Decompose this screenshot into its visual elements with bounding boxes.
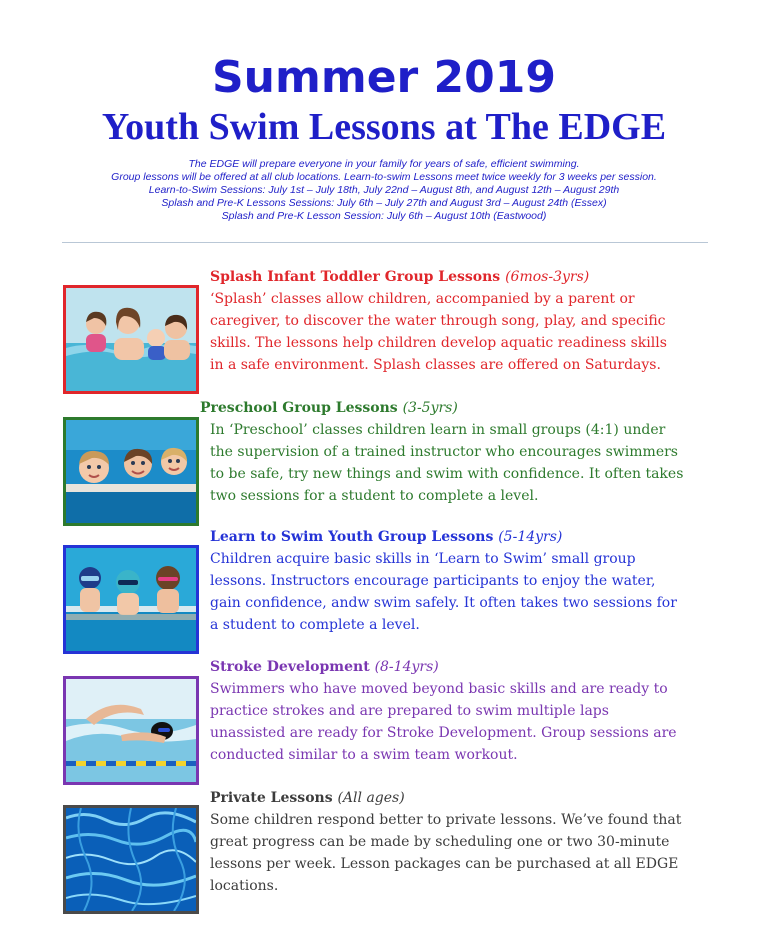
section-body — [210, 288, 667, 376]
age-range: (8-14yrs) — [374, 659, 439, 675]
age-range: (3-5yrs) — [402, 400, 458, 416]
section-heading — [210, 266, 667, 288]
intro-line: Splash and Pre-K Lessons Sessions: July 6th – July 27th and August 3rd – August 24th (Essex) — [161, 197, 607, 209]
preschool-kids-at-pool-edge-photo — [63, 417, 199, 526]
section-splash — [210, 266, 667, 376]
section-heading — [210, 656, 677, 678]
body-line: In ‘Preschool’ classes children learn in small groups (4:1) under — [210, 422, 666, 438]
body-line: lessons. Instructors encourage participants to enjoy the water, — [210, 573, 656, 589]
section-preschool — [200, 397, 683, 507]
intro-line: Group lessons will be offered at all club locations. Learn-to-swim Lessons meet twice weekly for 3 weeks per session. — [111, 171, 657, 183]
section-stroke-development — [210, 656, 677, 766]
page-subtitle: Youth Swim Lessons at The EDGE — [101, 106, 667, 148]
divider — [62, 242, 708, 243]
age-range: (5-14yrs) — [498, 529, 563, 545]
body-line: gain confidence, andw swim safely. It often takes two sessions for — [210, 595, 677, 611]
section-body — [210, 678, 677, 766]
intro-line: Splash and Pre-K Lesson Session: July 6th – August 10th (Eastwood) — [221, 210, 547, 222]
body-line: to be safe, try new things and swim with confidence. It often takes — [210, 466, 684, 482]
page-title: Summer 2019 — [211, 52, 557, 103]
section-body — [210, 419, 683, 507]
section-title: Stroke Development — [210, 659, 370, 675]
body-line: great progress can be made by scheduling one or two 30-minute — [210, 834, 670, 850]
intro-line: Learn-to-Swim Sessions: July 1st – July 18th, July 22nd – August 8th, and August 12th – August 29th — [148, 184, 620, 196]
body-line: Some children respond better to private lessons. We’ve found that — [210, 812, 682, 828]
section-body — [210, 809, 681, 897]
age-range: (6mos-3yrs) — [505, 269, 590, 285]
kids-with-goggles-in-pool-photo — [63, 545, 199, 654]
section-private-lessons — [210, 787, 681, 897]
body-line: skills. The lessons help children develop aquatic readiness skills — [210, 335, 667, 351]
body-line: unassisted are ready for Stroke Development. Group sessions are — [210, 725, 677, 741]
body-line: two sessions for a student to complete a level. — [210, 488, 539, 504]
body-line: ‘Splash’ classes allow children, accompanied by a parent or — [210, 291, 635, 307]
freestyle-swimmer-photo — [63, 676, 199, 785]
body-line: conducted similar to a swim team workout. — [210, 747, 518, 763]
body-line: a student to complete a level. — [210, 617, 420, 633]
intro-block — [40, 158, 728, 223]
section-heading — [210, 787, 681, 809]
body-line: Swimmers who have moved beyond basic skills and are ready to — [210, 681, 668, 697]
age-range: (All ages) — [337, 790, 405, 806]
section-title: Splash Infant Toddler Group Lessons — [210, 269, 501, 285]
body-line: the supervision of a trained instructor who encourages swimmers — [210, 444, 678, 460]
body-line: Children acquire basic skills in ‘Learn to Swim’ small group — [210, 551, 636, 567]
section-title: Private Lessons — [210, 790, 333, 806]
body-line: caregiver, to discover the water through song, play, and specific — [210, 313, 666, 329]
body-line: locations. — [210, 878, 279, 894]
section-heading — [210, 526, 677, 548]
intro-line: The EDGE will prepare everyone in your family for years of safe, efficient swimming. — [188, 158, 580, 170]
body-line: practice strokes and are prepared to swim multiple laps — [210, 703, 609, 719]
pool-water-texture-photo — [63, 805, 199, 914]
section-title: Learn to Swim Youth Group Lessons — [210, 529, 494, 545]
body-line: in a safe environment. Splash classes are offered on Saturdays. — [210, 357, 661, 373]
section-learn-to-swim — [210, 526, 677, 636]
body-line: lessons per week. Lesson packages can be purchased at all EDGE — [210, 856, 679, 872]
section-heading — [200, 397, 683, 419]
parents-with-toddlers-in-pool-photo — [63, 285, 199, 394]
section-title: Preschool Group Lessons — [200, 400, 398, 416]
section-body — [210, 548, 677, 636]
